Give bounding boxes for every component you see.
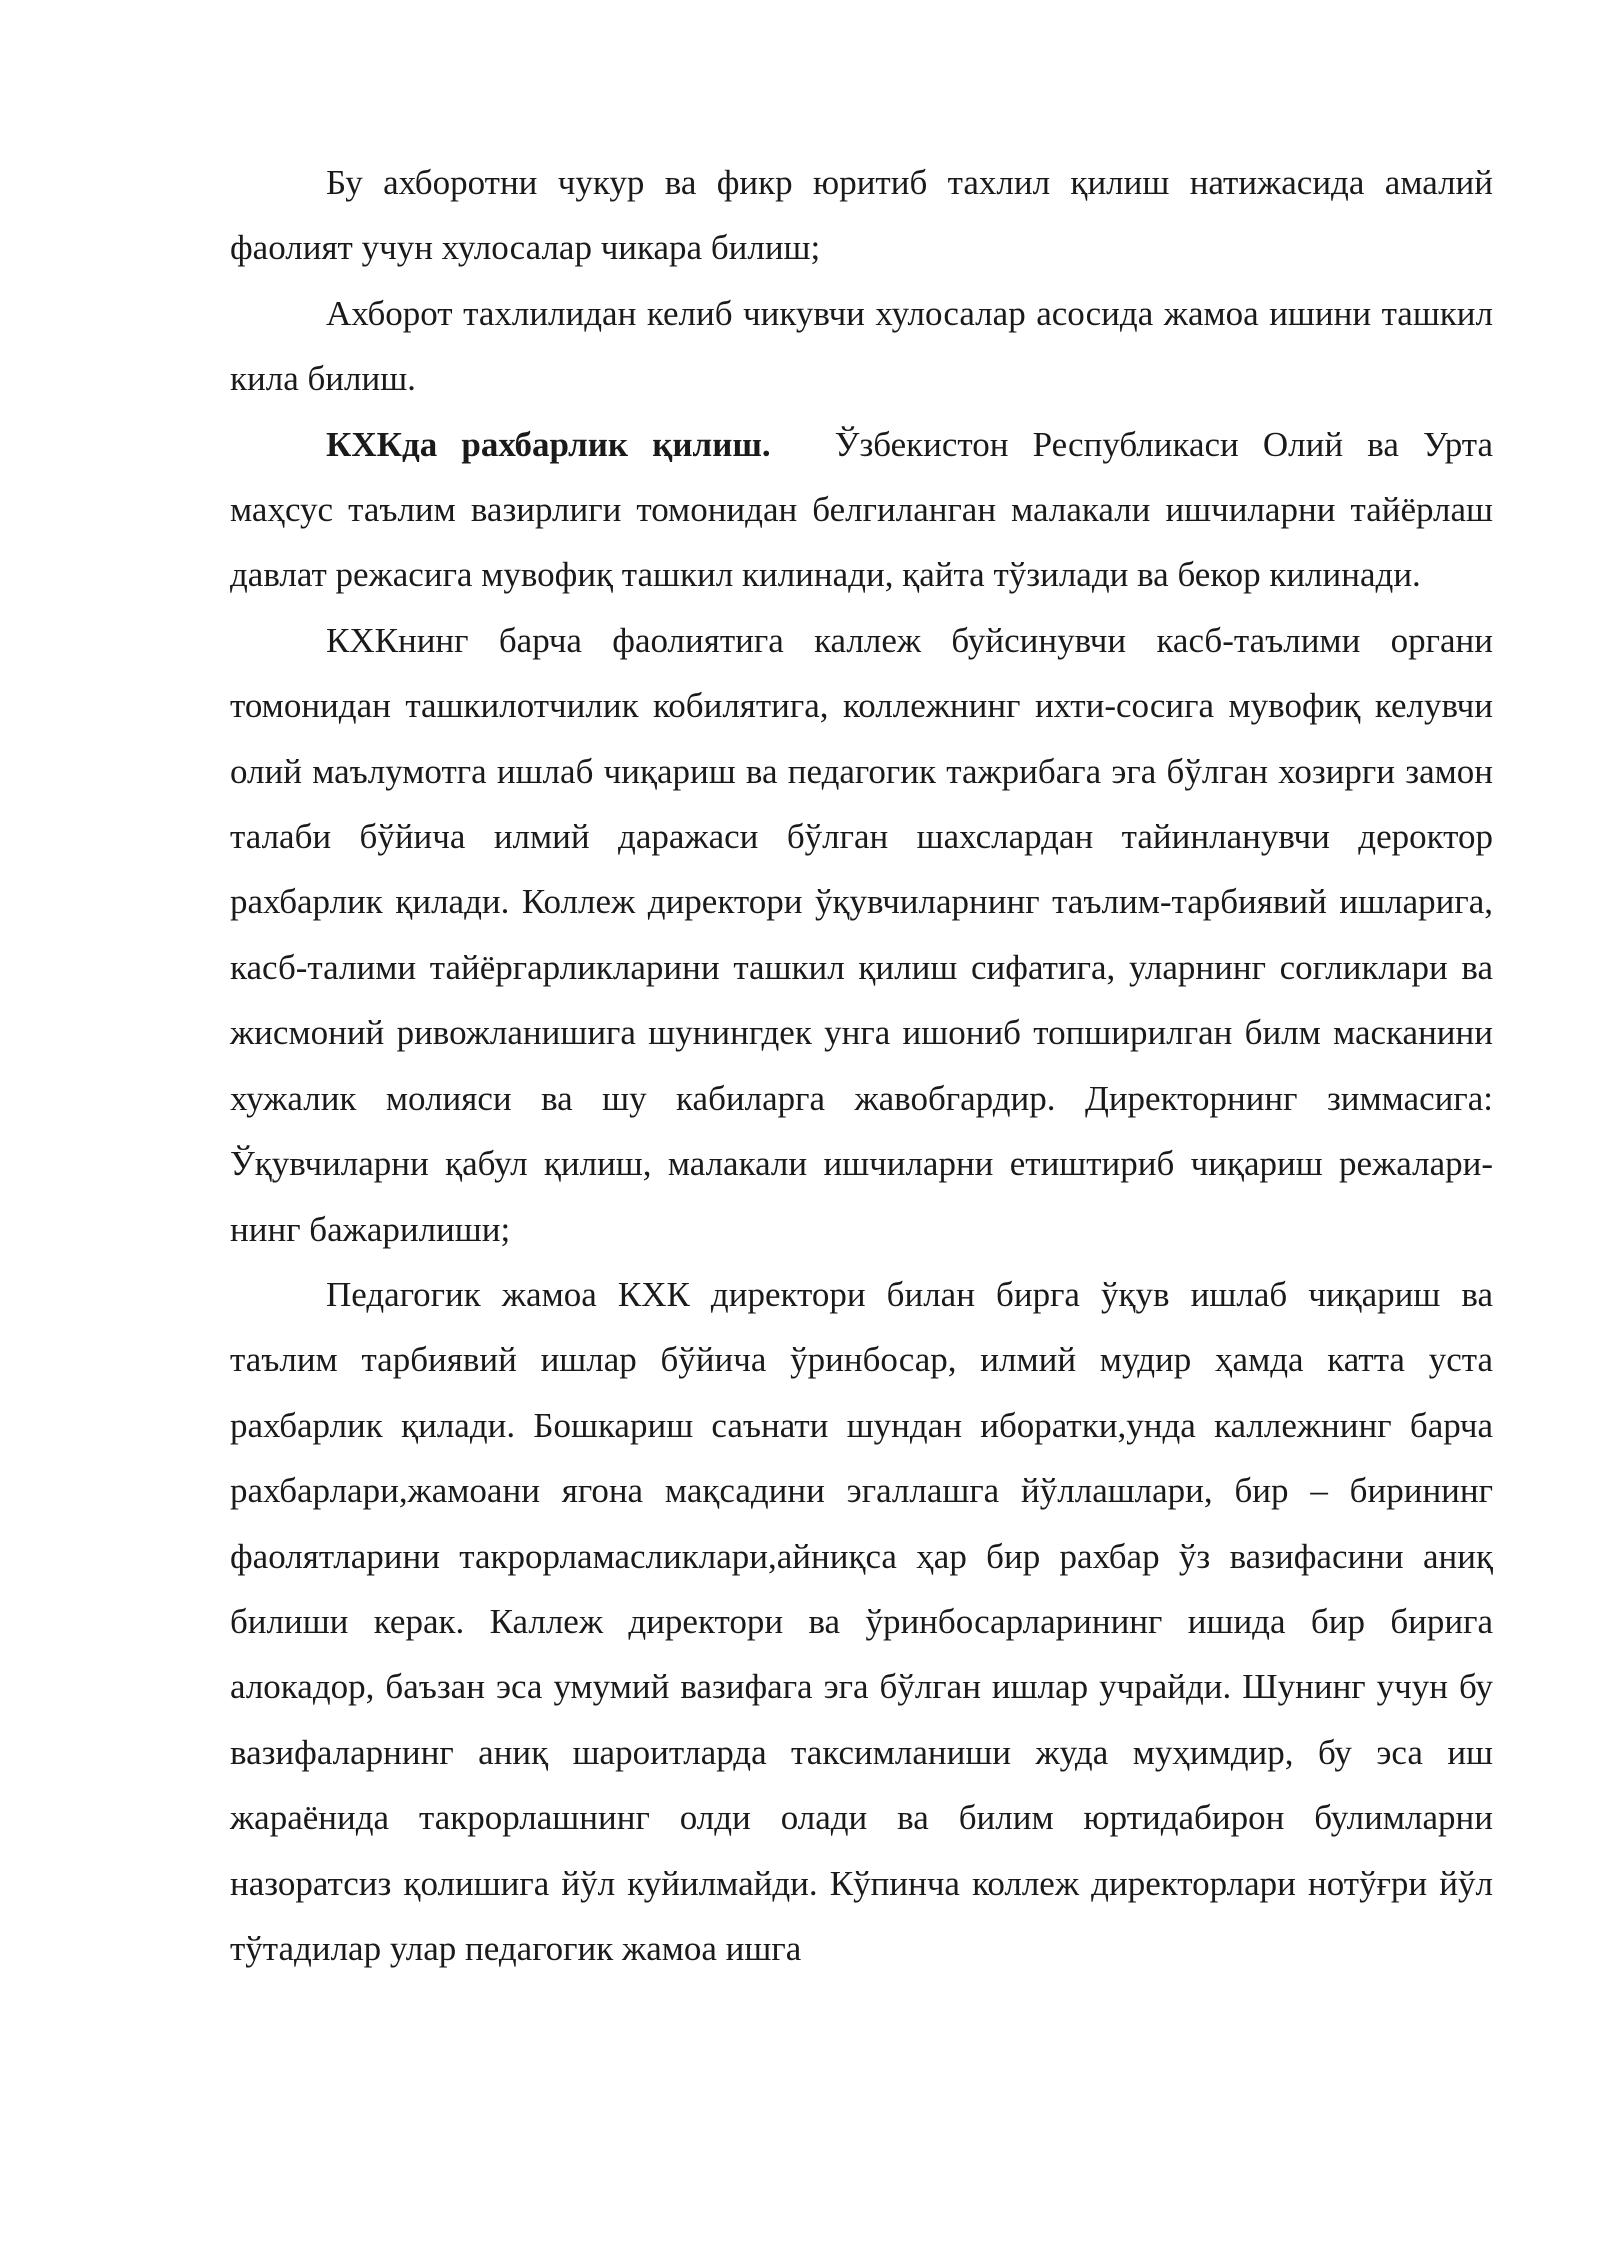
paragraph-2-text: Ахборот тахлилидан келиб чикувчи хулосалар асосида жамоа ишини ташкил кила билиш. [230,293,1493,399]
paragraph-1 [230,150,1493,281]
paragraph-3 [230,412,1493,608]
paragraph-4 [230,608,1493,1262]
paragraph-5 [230,1262,1493,1981]
paragraph-3-text: Ўзбекистон Республикаси Олий ва Урта маҳсус таълим вазирлиги томонидан белгиланган малакали ишчиларни тайёрлаш давлат режасига мувофиқ ташкил килинади, қайта тўзилади ва бекор килинади. [230,424,1493,595]
section-heading: КХКда рахбарлик қилиш. [326,424,771,464]
document-page [230,150,1493,1981]
paragraph-4-text: КХКнинг барча фаолиятига каллеж буйсинувчи касб-таълими органи томонидан ташкилотчилик кобилятига, коллежнинг ихти-сосига мувофиқ келувчи олий маълумотга ишлаб чиқариш ва педагогик тажрибага эга бўлган хозирги замон талаби бўйича илмий даражаси бўлган шахслардан тайинланувчи дероктор рахбарлик қилади. Коллеж директори ўқувчиларнинг таълим-тарбиявий ишларига, касб-талими тайёргарликларини ташкил қилиш сифатига, уларнинг согликлари ва жисмоний ривожланишига шунингдек унга ишониб топширилган билм масканини хужалик молияси ва шу кабиларга жавобгардир. Директорнинг зиммасига: Ўқувчиларни қабул қилиш, малакали ишчиларни етиштириб чиқариш режалари-нинг бажарилиши; [230,620,1493,1249]
paragraph-5-text: Педагогик жамоа КХК директори билан бирга ўқув ишлаб чиқариш ва таълим тарбиявий ишлар бўйича ўринбосар, илмий мудир ҳамда катта уста рахбарлик қилади. Бошкариш саънати шундан иборатки,унда каллежнинг барча рахбарлари,жамоани ягона мақсадини эгаллашга йўллашлари, бир – бирининг фаолятларини такрорламасликлари,айниқса ҳар бир рахбар ўз вазифасини аниқ билиши керак. Каллеж директори ва ўринбосарларининг ишида бир бирига алокадор, баъзан эса умумий вазифага эга бўлган ишлар учрайди. Шунинг учун бу вазифаларнинг аниқ шароитларда таксимланиши жуда муҳимдир, бу эса иш жараёнида такрорлашнинг олди олади ва билим юртидабирон булимларни назоратсиз қолишига йўл куйилмайди. Кўпинча коллеж директорлари нотўғри йўл тўтадилар улар педагогик жамоа ишга [230,1274,1493,1968]
paragraph-2 [230,281,1493,412]
paragraph-1-text: Бу ахборотни чукур ва фикр юритиб тахлил қилиш натижасида амалий фаолият учун хулосалар чикара билиш; [230,163,1493,268]
